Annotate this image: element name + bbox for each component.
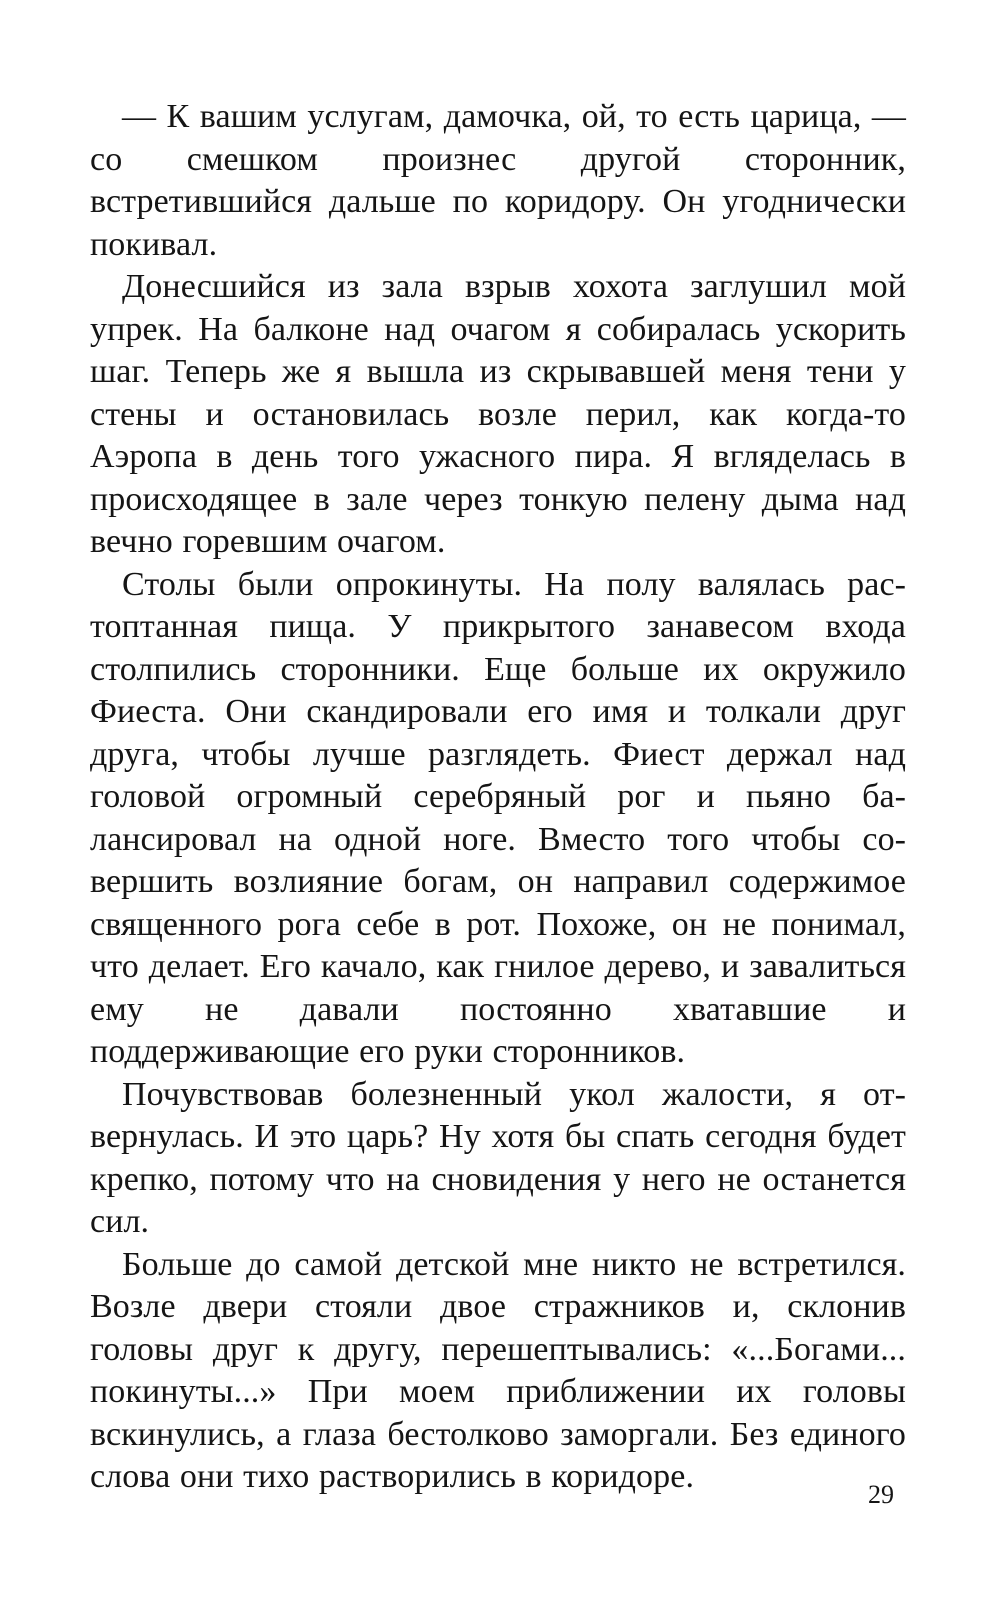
page-body <box>90 96 906 1499</box>
paragraph-3: Столы были опрокинуты. На полу валялась растоптанная пища. У прикрытого занавесом входа столпились сторонники. Еще больше их окружило Фиеста. Они скандировали его имя и толкали друг друга, чтобы лучше разглядеть. Фиест держал над головой огромный серебряный рог и пьяно балансировал на одной ноге. Вместо того чтобы совершить возлияние богам, он направил содержимое священного рога себе в рот. Похоже, он не понимал, что делает. Его качало, как гнилое дерево, и завалиться ему не давали постоянно хватавшие и поддерживающие его руки сторонников. <box>90 565 906 1070</box>
paragraph-2: Донесшийся из зала взрыв хохота заглушил мой упрек. На балконе над очагом я собиралась ускорить шаг. Теперь же я вышла из скрывавшей меня тени у стены и остановилась возле перил, как когда-то Аэропа в день того ужасного пира. Я вгляделась в происходящее в зале через тонкую пелену дыма над вечно горевшим очагом. <box>90 268 906 560</box>
paragraph-1: — К вашим услугам, дамочка, ой, то есть царица, — со смешком произнес другой сторонник, встретившийся дальше по коридору. Он угоднически покивал. <box>90 98 906 263</box>
page-number: 29 <box>868 1480 894 1509</box>
paragraph-4: Почувствовав болезненный укол жалости, я отвернулась. И это царь? Ну хотя бы спать сегодня будет крепко, потому что на сновидения у него не останется сил. <box>90 1075 906 1240</box>
paragraph-5: Больше до самой детской мне никто не встретился. Возле двери стояли двое стражников и, склонив головы друг к другу, перешептывались: «...Богами... покинуты...» При моем приближении их головы вскинулись, а глаза бестолково заморгали. Без единого слова они тихо растворились в коридоре. <box>90 1245 906 1495</box>
